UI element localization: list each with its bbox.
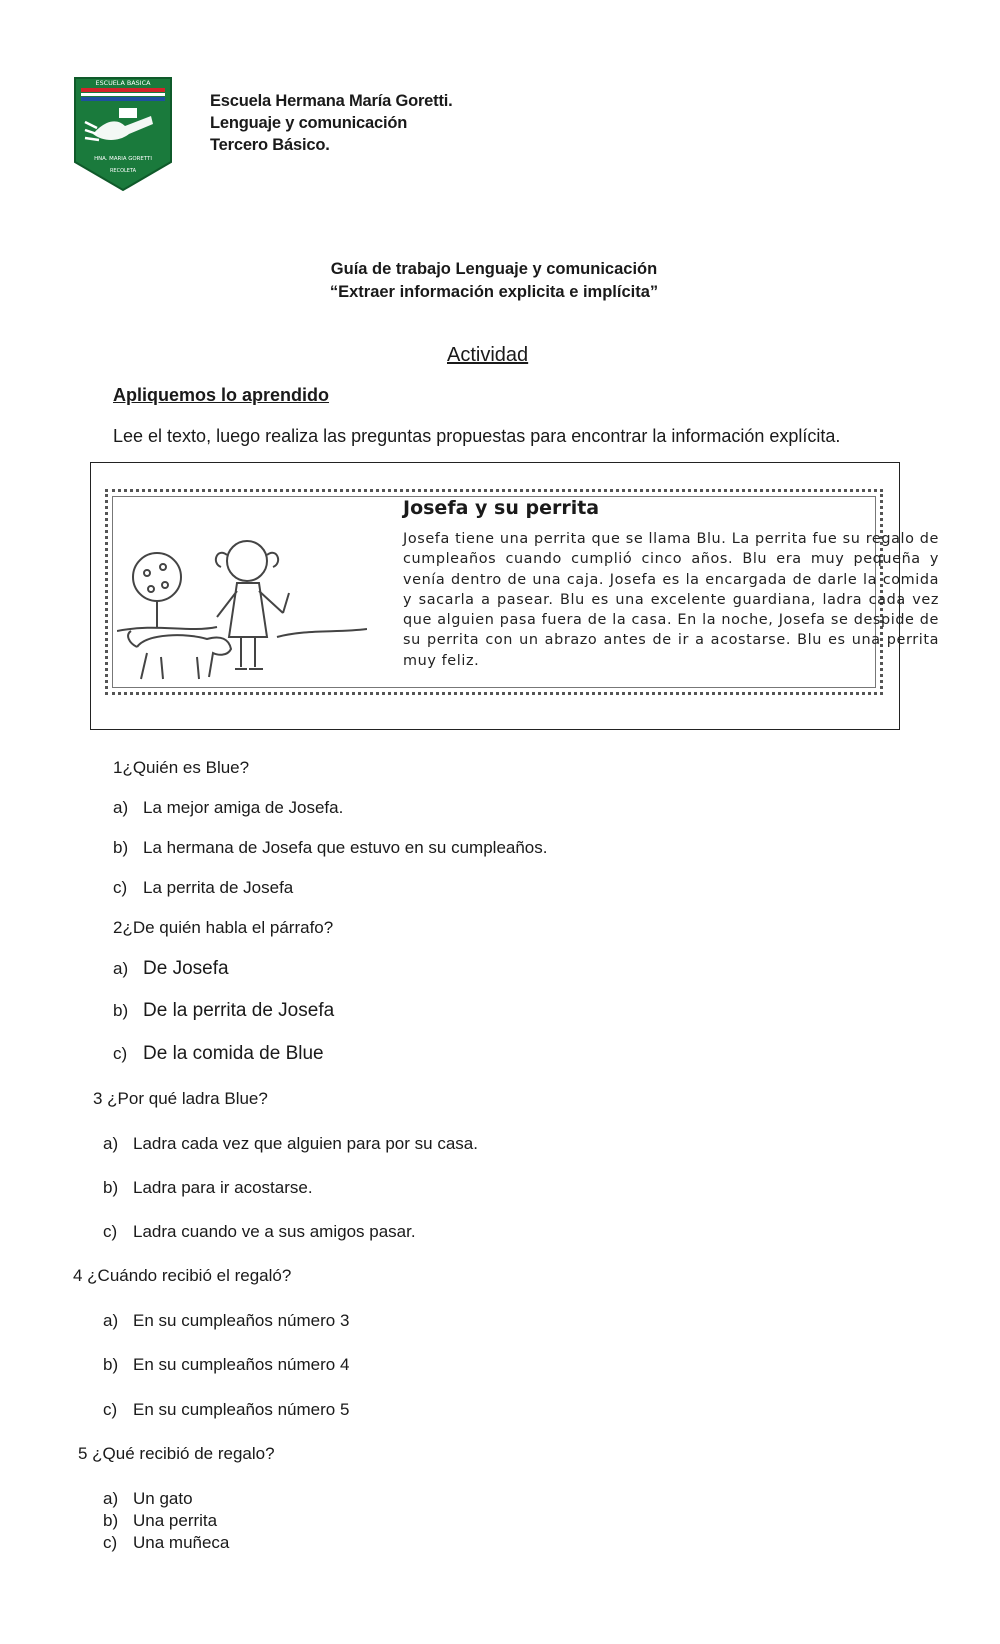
- story-title: Josefa y su perrita: [403, 497, 600, 519]
- option-text: En su cumpleaños número 5: [133, 1400, 350, 1419]
- question-5: 5 ¿Qué recibió de regalo?: [78, 1444, 275, 1463]
- option-letter: b): [103, 1511, 119, 1530]
- question-4-option-c[interactable]: [103, 1400, 349, 1420]
- option-text: De la comida de Blue: [143, 1043, 324, 1064]
- option-letter: a): [103, 1489, 119, 1508]
- question-1-option-c[interactable]: [113, 878, 293, 898]
- option-letter: a): [113, 959, 129, 978]
- question-5-option-a[interactable]: [103, 1489, 193, 1509]
- option-text: Ladra cuando ve a sus amigos pasar.: [133, 1222, 416, 1241]
- option-letter: b): [113, 1001, 129, 1020]
- school-name: Escuela Hermana María Goretti.: [210, 92, 453, 110]
- guide-title: Guía de trabajo Lenguaje y comunicación: [330, 260, 658, 278]
- question-1-option-b[interactable]: [113, 838, 548, 858]
- question-2-option-b[interactable]: [113, 1000, 334, 1022]
- story-text: Josefa tiene una perrita que se llama Blu. La perrita fue su regalo de cumpleaños cuando cumplió cinco años. Blu era muy pequeña y venía dentro de una caja. Josefa es la encargada de darle la comida y sacarla a pasear. Blu es una excelente guardiana, ladra cada vez que alguien pasa fuera de la casa. En la noche, Josefa se despide de su perrita con un abrazo antes de ir a acostarse. Blu es una perrita muy feliz.: [403, 531, 939, 669]
- question-2: 2¿De quién habla el párrafo?: [113, 918, 334, 937]
- option-letter: b): [103, 1355, 119, 1374]
- option-letter: c): [113, 1044, 128, 1063]
- crest-top-text: ESCUELA BASICA: [95, 79, 151, 87]
- question-2-option-c[interactable]: [113, 1043, 324, 1065]
- option-text: La hermana de Josefa que estuvo en su cumpleaños.: [143, 838, 548, 857]
- activity-title: Actividad: [447, 344, 529, 366]
- question-2-option-a[interactable]: [113, 958, 229, 980]
- subject-name: Lenguaje y comunicación: [210, 114, 408, 132]
- option-letter: a): [113, 798, 129, 817]
- option-text: Ladra para ir acostarse.: [133, 1178, 313, 1197]
- question-1-option-a[interactable]: [113, 798, 343, 818]
- option-letter: c): [103, 1533, 118, 1552]
- option-text: La perrita de Josefa: [143, 878, 294, 897]
- crest-place-text: RECOLETA: [109, 168, 137, 174]
- reading-box: [90, 462, 939, 730]
- school-header: [210, 90, 453, 156]
- question-5-option-c[interactable]: [103, 1533, 229, 1553]
- guide-subtitle: “Extraer información explicita e implícita”: [329, 282, 659, 301]
- option-text: De Josefa: [143, 958, 229, 979]
- question-4: 4 ¿Cuándo recibió el regaló?: [73, 1266, 292, 1285]
- question-3-option-a[interactable]: [103, 1134, 478, 1154]
- option-letter: c): [103, 1400, 118, 1419]
- option-letter: a): [103, 1311, 119, 1330]
- section-heading: Apliquemos lo aprendido: [113, 385, 330, 405]
- option-text: Ladra cada vez que alguien para por su casa.: [133, 1134, 478, 1153]
- option-letter: b): [113, 838, 129, 857]
- option-text: De la perrita de Josefa: [143, 1000, 335, 1021]
- girl-and-dog-illustration-icon: [117, 507, 367, 685]
- question-5-option-b[interactable]: [103, 1511, 217, 1531]
- question-3-option-b[interactable]: [103, 1178, 313, 1198]
- crest-bottom-text: HNA. MARIA GORETTI: [94, 156, 152, 162]
- question-1: 1¿Quién es Blue?: [113, 758, 250, 777]
- option-letter: c): [113, 878, 128, 897]
- guide-title-block: [0, 258, 1000, 303]
- option-text: En su cumpleaños número 3: [133, 1311, 350, 1330]
- option-text: Una perrita: [133, 1511, 218, 1530]
- option-letter: c): [103, 1222, 118, 1241]
- question-3-option-c[interactable]: [103, 1222, 416, 1242]
- question-3: 3 ¿Por qué ladra Blue?: [93, 1089, 268, 1108]
- grade-name: Tercero Básico.: [210, 136, 330, 154]
- option-text: La mejor amiga de Josefa.: [143, 798, 344, 817]
- question-4-option-a[interactable]: [103, 1311, 349, 1331]
- option-letter: b): [103, 1178, 119, 1197]
- option-text: En su cumpleaños número 4: [133, 1355, 350, 1374]
- option-text: Un gato: [133, 1489, 193, 1508]
- option-text: Una muñeca: [133, 1533, 230, 1552]
- school-crest-icon: [73, 76, 173, 192]
- option-letter: a): [103, 1134, 119, 1153]
- instruction-text: Lee el texto, luego realiza las preguntas propuestas para encontrar la información explícita.: [113, 426, 841, 446]
- question-4-option-b[interactable]: [103, 1355, 349, 1375]
